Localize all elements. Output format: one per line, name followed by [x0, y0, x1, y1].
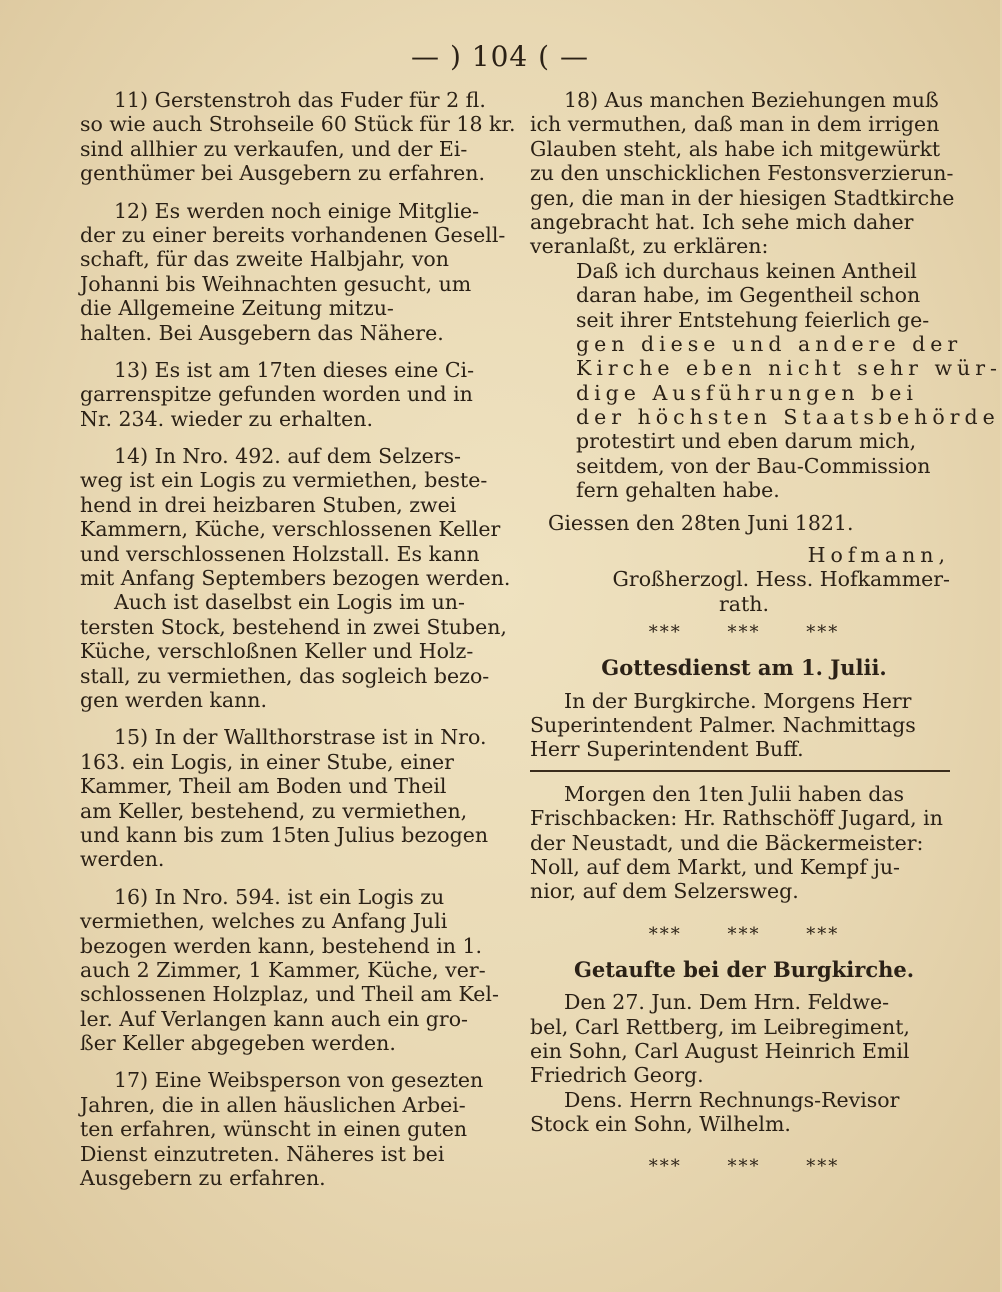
text-line: und verschlossenen Holzstall. Es kann — [80, 541, 480, 566]
text-line: 14) In Nro. 492. auf dem Selzers- — [114, 444, 461, 469]
text-line: weg ist ein Logis zu vermiethen, beste- — [80, 468, 488, 493]
text-line: sind allhier zu verkaufen, und der Ei- — [80, 136, 468, 161]
text-line: und kann bis zum 15ten Julius bezogen — [80, 822, 489, 847]
text-line: 16) In Nro. 594. ist ein Logis zu — [114, 884, 445, 909]
text-line: 11) Gerstenstroh das Fuder für 2 fl. — [114, 88, 486, 112]
right-column — [530, 88, 1002, 1184]
signature-title: rath. — [719, 591, 769, 616]
text-line: gen, die man in der hiesigen Stadtkirche — [530, 185, 955, 210]
text-line: Nr. 234. wieder zu erhalten. — [80, 406, 374, 431]
service-heading: Gottesdienst am 1. Julii. — [601, 655, 887, 681]
text-line: seitdem, von der Bau-Commission — [576, 453, 931, 478]
text-line: angebracht hat. Ich sehe mich daher — [530, 209, 914, 234]
text-line: Superintendent Palmer. Nachmittags — [530, 713, 916, 737]
signature-title: Großherzogl. Hess. Hofkammer- — [612, 567, 950, 592]
text-line: ßer Keller abgegeben werden. — [80, 1031, 396, 1056]
notice-17 — [80, 1068, 512, 1190]
text-line: gen werden kann. — [80, 687, 267, 712]
text-line: 13) Es ist am 17ten dieses eine Ci- — [114, 357, 474, 382]
text-line: Johanni bis Weihnachten gesucht, um — [80, 271, 472, 296]
text-line: Jahren, die in allen häuslichen Arbei- — [80, 1092, 466, 1117]
text-line: auch 2 Zimmer, 1 Kammer, Küche, ver- — [80, 957, 486, 982]
notice-14 — [80, 444, 512, 712]
text-line: nior, auf dem Selzersweg. — [530, 879, 799, 904]
text-line: mit Anfang Septembers bezogen werden. — [80, 566, 511, 591]
text-line: Herr Superintendent Buff. — [530, 737, 804, 762]
text-line: Küche, verschloßnen Keller und Holz- — [80, 639, 474, 664]
service-notice — [530, 689, 958, 762]
text-line: ten erfahren, wünscht in einen guten — [80, 1117, 468, 1142]
text-line: genthümer bei Ausgebern zu erfahren. — [80, 161, 485, 186]
text-line: 15) In der Wallthorstrase ist in Nro. — [114, 725, 487, 750]
text-line: hend in drei heizbaren Stuben, zwei — [80, 492, 457, 517]
text-line: Ausgebern zu erfahren. — [80, 1166, 326, 1191]
stars-divider: *** *** *** — [648, 1156, 840, 1178]
text-line: der Neustadt, und die Bäckermeister: — [530, 830, 924, 855]
text-line: 12) Es werden noch einige Mitglie- — [114, 198, 480, 223]
text-line: Dens. Herrn Rechnungs-Revisor — [564, 1087, 900, 1112]
text-line: schlossenen Holzplaz, und Theil am Kel- — [80, 982, 499, 1007]
text-line: ein Sohn, Carl August Heinrich Emil — [530, 1038, 910, 1063]
text-line: Kammern, Küche, verschlossenen Keller — [80, 517, 501, 542]
text-line: tersten Stock, bestehend in zwei Stuben, — [80, 614, 507, 639]
text-line: schaft, für das zweite Halbjahr, von — [80, 247, 449, 272]
text-line: Auch ist daselbst ein Logis im un- — [114, 590, 465, 615]
text-line: Friedrich Georg. — [530, 1063, 704, 1088]
stars-divider: *** *** *** — [648, 923, 840, 945]
signature-name: Hofmann, — [807, 543, 950, 568]
notice-11 — [80, 88, 516, 186]
text-line: halten. Bei Ausgebern das Nähere. — [80, 320, 444, 345]
text-line: ler. Auf Verlangen kann auch ein gro- — [80, 1006, 468, 1031]
text-line: Morgen den 1ten Julii haben das — [564, 781, 905, 806]
text-line: Kirche eben nicht sehr wür- — [576, 356, 1002, 381]
text-line: veranlaßt, zu erklären: — [530, 234, 769, 259]
text-line: dige Ausführungen bei — [576, 380, 918, 405]
text-line: 163. ein Logis, in einer Stube, einer — [80, 749, 454, 774]
text-line: daran habe, im Gegentheil schon — [576, 283, 921, 308]
text-line: Daß ich durchaus keinen Antheil — [576, 258, 917, 283]
text-line: zu den unschicklichen Festonsverzierun- — [530, 161, 954, 186]
declaration — [530, 258, 1002, 503]
baptism-notice — [530, 990, 958, 1136]
text-line: Den 27. Jun. Dem Hrn. Feldwe- — [564, 990, 890, 1015]
baptism-heading: Getaufte bei der Burgkirche. — [573, 956, 915, 982]
text-line: protestirt und eben darum mich, — [576, 429, 917, 454]
text-line: bezogen werden kann, bestehend in 1. — [80, 933, 483, 958]
text-line: ich vermuthen, daß man in dem irrigen — [530, 112, 940, 137]
text-line: so wie auch Strohseile 60 Stück für 18 kr. — [80, 112, 516, 137]
text-line: der höchsten Staatsbehörde — [576, 405, 1000, 430]
text-line: werden. — [80, 847, 165, 872]
text-line: Noll, auf dem Markt, und Kempf ju- — [530, 854, 900, 879]
notice-13 — [80, 358, 512, 431]
text-line: stall, zu vermiethen, das sogleich bezo- — [80, 663, 490, 688]
text-line: seit ihrer Entstehung feierlich ge- — [576, 307, 930, 332]
text-line: garrenspitze gefunden worden und in — [80, 382, 473, 407]
text-line: bel, Carl Rettberg, im Leibregiment, — [530, 1014, 910, 1039]
text-line: vermiethen, welches zu Anfang Juli — [80, 909, 448, 934]
place-date: Giessen den 28ten Juni 1821. — [548, 510, 854, 535]
notice-12 — [80, 199, 512, 345]
text-line: In der Burgkirche. Morgens Herr — [564, 688, 912, 713]
text-line: 18) Aus manchen Beziehungen muß — [564, 88, 939, 112]
text-line: der zu einer bereits vorhandenen Gesell- — [80, 222, 506, 247]
text-line: Frischbacken: Hr. Rathschöff Jugard, in — [530, 806, 943, 831]
text-line: die Allgemeine Zeitung mitzu- — [80, 296, 394, 321]
notice-18 — [530, 88, 958, 259]
stars-divider: *** *** *** — [648, 622, 840, 644]
left-column — [80, 88, 516, 1203]
text-line: Stock ein Sohn, Wilhelm. — [530, 1112, 791, 1137]
text-line: Glauben steht, als habe ich mitgewürkt — [530, 136, 941, 161]
page-number-header: — ) 104 ( — — [411, 40, 589, 73]
horizontal-rule — [530, 770, 950, 772]
text-line: Dienst einzutreten. Näheres ist bei — [80, 1141, 445, 1166]
text-line: am Keller, bestehend, zu vermiethen, — [80, 798, 468, 823]
notice-15 — [80, 725, 512, 871]
text-line: fern gehalten habe. — [576, 478, 780, 503]
text-line: gen diese und andere der — [576, 331, 963, 356]
text-line: Kammer, Theil am Boden und Theil — [80, 774, 447, 799]
text-line: 17) Eine Weibsperson von gesezten — [114, 1068, 484, 1093]
notice-16 — [80, 885, 512, 1056]
bakery-notice — [530, 782, 958, 904]
